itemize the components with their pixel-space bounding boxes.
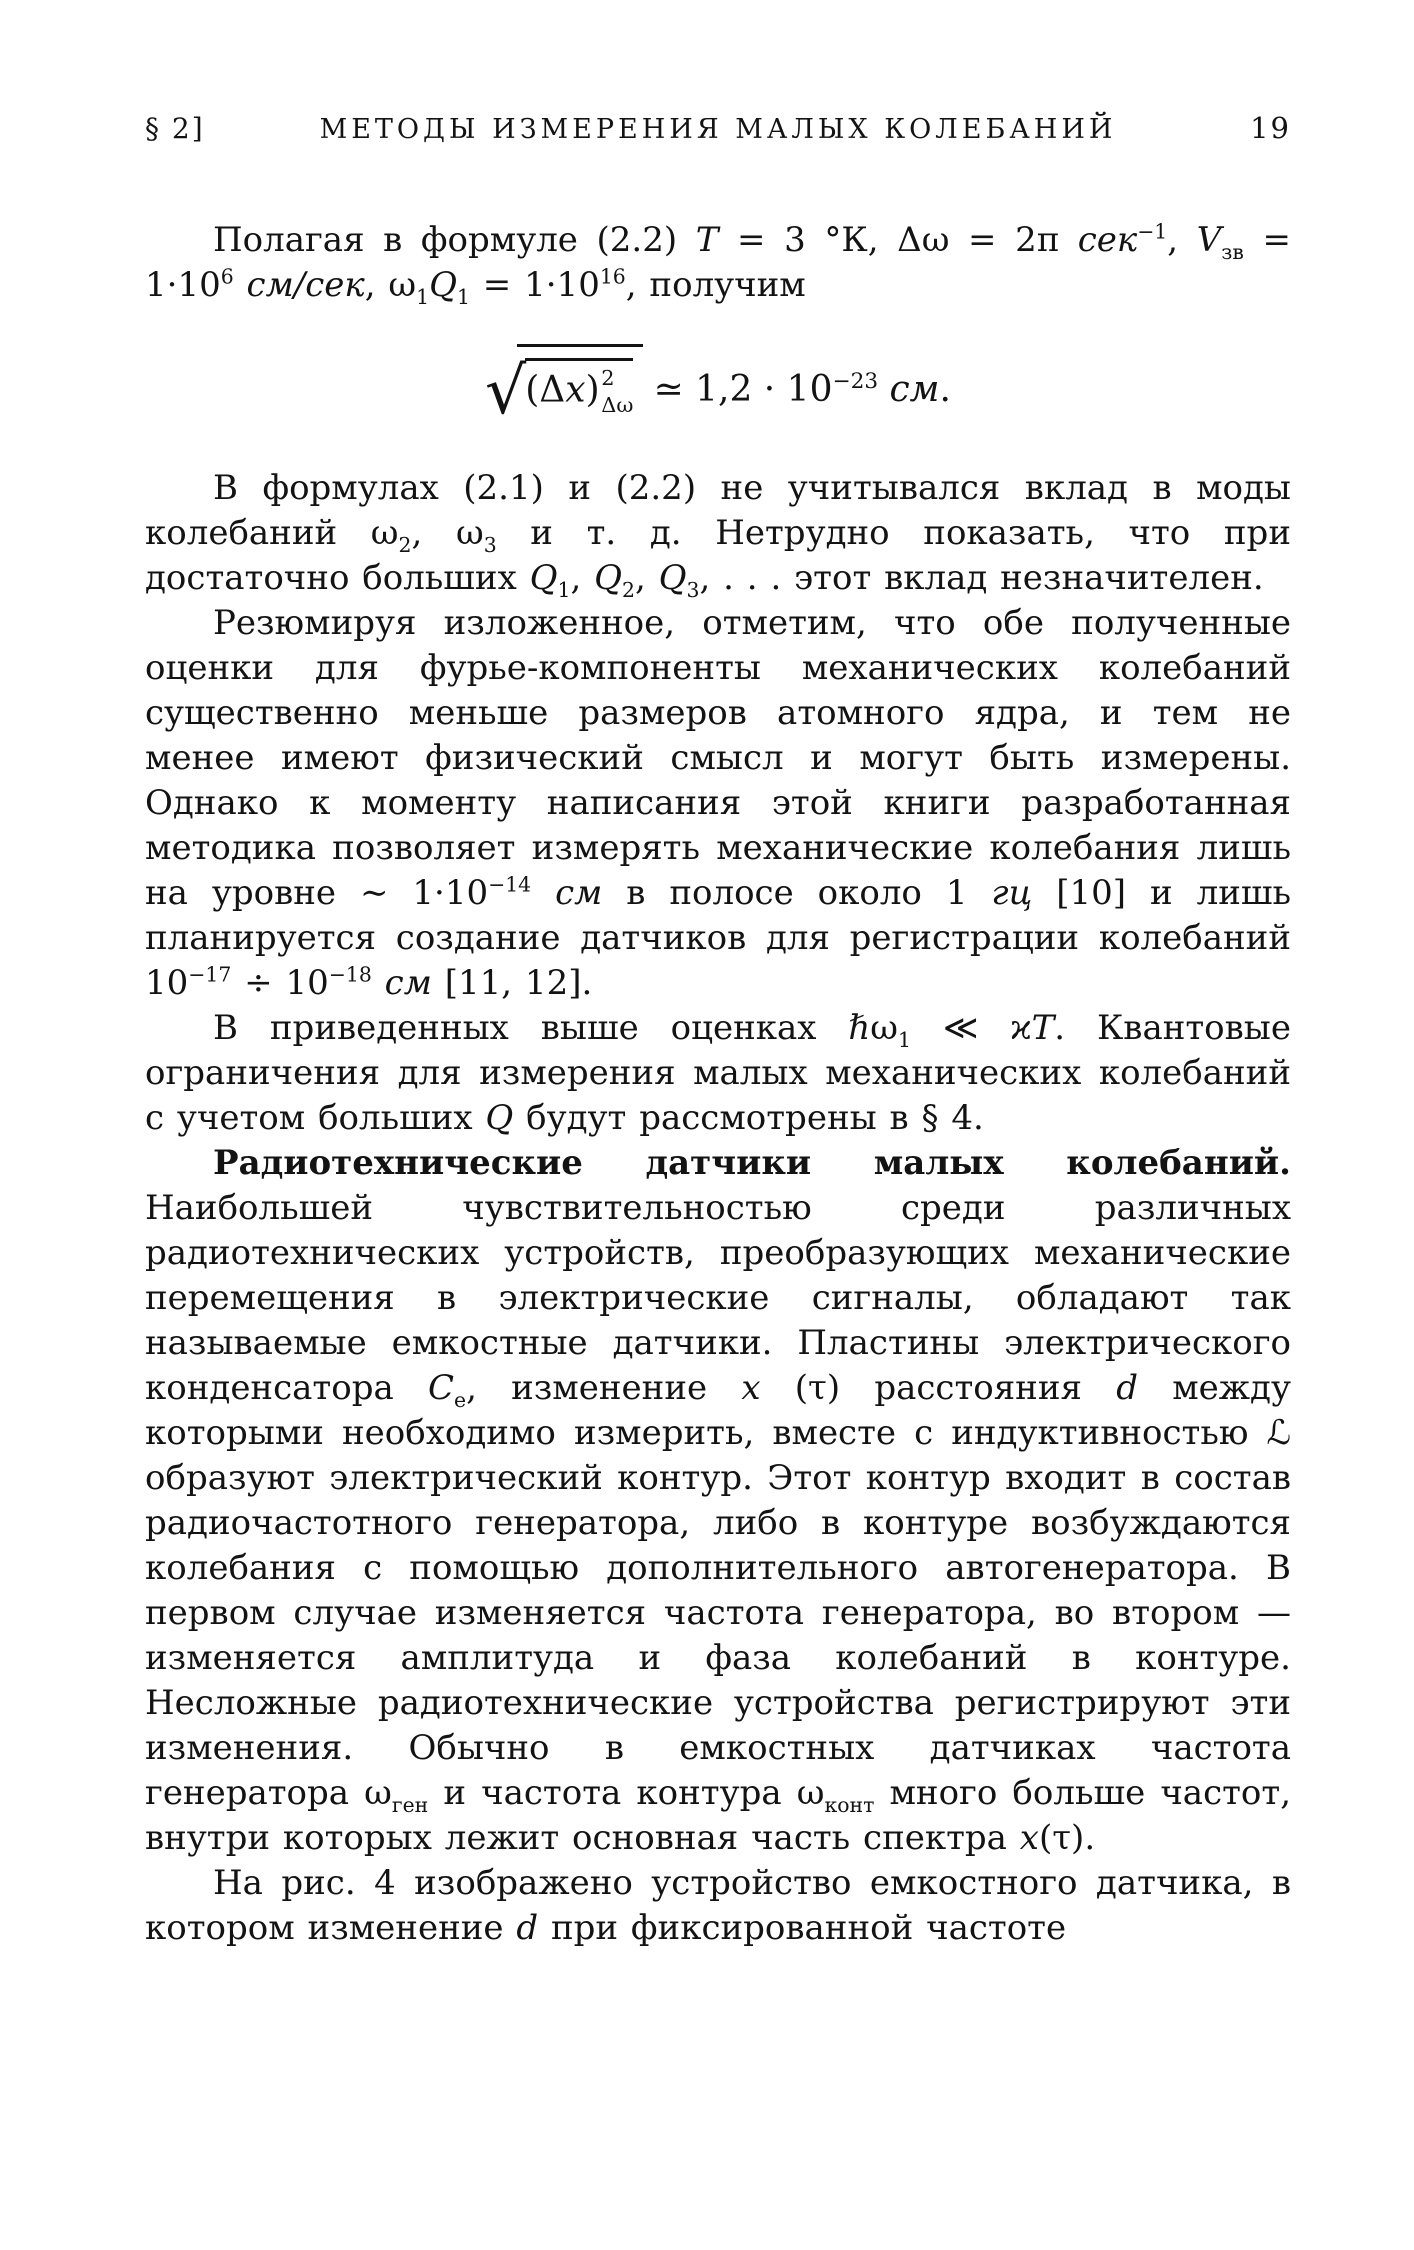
paragraph-given-values: Полагая в формуле (2.2) T = 3 °К, Δω = 2π сек$^{-1}$, $V_{зв} = 1\cdot 10^6$ см/сек, $\omega_1Q_1 = 1\cdot 10^{16}$, получим — [145, 219, 1291, 309]
paragraph-modes-contribution: В формулах (2.1) и (2.2) не учитывался вклад в моды колебаний $\omega_2$, $\omega_3$ и т. д. Нетрудно показать, что при достаточно больших $Q_1$, $Q_2$, $Q_3$, . . . этот вклад незначителен. — [145, 467, 1291, 602]
section-mark: § 2] — [145, 112, 205, 145]
paragraph-summary: Резюмируя изложенное, отметим, что обе полученные оценки для фурье-компоненты механических колебаний существенно меньше размеров атомного ядра, и тем не менее имеют физический смысл и могут быть измерены. Однако к моменту написания этой книги разработанная методика позволяет измерять механические колебания лишь на уровне ∼ $1\cdot 10^{-14}$ см в полосе около 1 гц [10] и лишь планируется создание датчиков для регистрации колебаний $10^{-17} \div 10^{-18}$ см [11, 12]. — [145, 602, 1291, 1003]
paragraph-quantum-limits: В приведенных выше оценках ℏω$_1$ ≪ ϰT. Квантовые ограничения для измерения малых механических колебаний с учетом больших Q будут рассмотрены в § 4. — [145, 1007, 1291, 1138]
formula-subscript: Δω — [601, 393, 634, 418]
sqrt-expression — [485, 344, 643, 429]
display-formula — [145, 344, 1291, 429]
radicand — [517, 344, 643, 422]
mean-overbar — [525, 358, 633, 420]
page-header — [145, 112, 1291, 146]
paragraph-radio-sensors: Радиотехнические датчики малых колебаний. Наибольшей чувствительностью среди различных радиотехнических устройств, преобразующих механические перемещения в электрические сигналы, обладают так называемые емкостные датчики. Пластины электрического конденсатора $C_e$, изменение x (τ) расстояния d между которыми необходимо измерить, вместе с индуктивностью ℒ образуют электрический контур. Этот контур входит в состав радиочастотного генератора, либо в контуре возбуждаются колебания с помощью дополнительного автогенератора. В первом случае изменяется частота генератора, во втором — изменяется амплитуда и фаза колебаний в контуре. Несложные радиотехнические устройства регистрируют эти изменения. Обычно в емкостных датчиках частота генератора $\omega_{ген}$ и частота контура $\omega_{конт}$ много больше частот, внутри которых лежит основная часть спектра x(τ). — [145, 1142, 1292, 1858]
radicand-base: (Δx) — [525, 369, 600, 411]
paragraph-fig4-intro: На рис. 4 изображено устройство емкостного датчика, в котором изменение d при фиксированной частоте — [145, 1862, 1291, 1948]
text-block — [145, 218, 1291, 1951]
running-title: МЕТОДЫ ИЗМЕРЕНИЯ МАЛЫХ КОЛЕБАНИЙ — [319, 114, 1117, 145]
page-number: 19 — [1250, 111, 1291, 145]
formula-rhs: ≃ $1,2 \cdot 10^{-23}$ см. — [653, 369, 951, 411]
radical-icon: √ — [485, 354, 527, 429]
sup-sub-stack — [601, 365, 633, 420]
formula-superscript: 2 — [601, 365, 615, 390]
